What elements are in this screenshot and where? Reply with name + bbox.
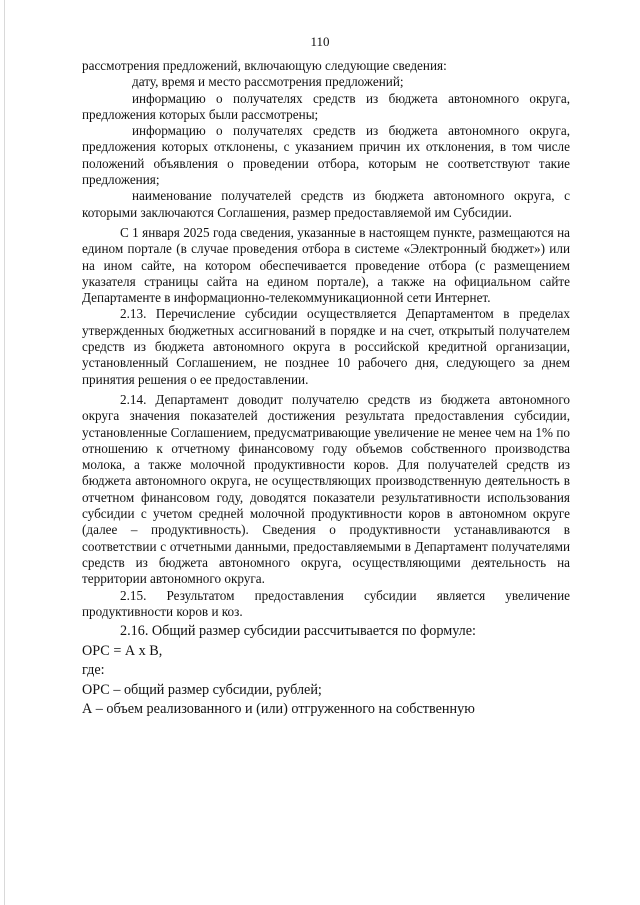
document-body [82, 58, 570, 720]
formula-section [82, 622, 570, 720]
paragraph: С 1 января 2025 года сведения, указанные в настоящем пункте, размещаются на едином портале (в случае проведения отбора в системе «Электронный бюджет») или на ином сайте, на котором обеспечивается проведение отбора (с размещением указателя страницы сайта на едином портале), а также на официальном сайте Департаменте в информационно-телекоммуникационной сети Интернет. [82, 224, 570, 306]
paragraph: дату, время и место рассмотрения предложений; [132, 74, 404, 90]
paragraph: 2.13. Перечисление субсидии осуществляется Департаментом в пределах утвержденных бюджетных ассигнований в порядке и на счет, открытый получателем средств из бюджета автономного округа в российской кредитной организации, установленный Соглашением, не позднее 10 рабочего дня, следующего за днем принятия решения о ее предоставлении. [82, 306, 570, 387]
scan-edge-line [4, 0, 5, 905]
formula-term-ors: ОРС – общий размер субсидии, рублей; [82, 681, 322, 698]
formula-term-a: А – объем реализованного и (или) отгруженного на собственную [82, 701, 475, 718]
page-number: 110 [310, 34, 330, 49]
formula: ОРС = А х В, [82, 642, 163, 659]
paragraph: рассмотрения предложений, включающую следующие сведения: [82, 58, 447, 73]
paragraph: наименование получателей средств из бюджета автономного округа, с которыми заключаются Соглашения, размер предоставляемой им Субсидии. [82, 188, 570, 220]
formula-intro: 2.16. Общий размер субсидии рассчитывается по формуле: [120, 623, 477, 640]
paragraph: информацию о получателях средств из бюджета автономного округа, предложения которых отклонены, с указанием причин их отклонения, в том числе положений объявления о проведении отбора, которым не соответствуют такие предложения; [82, 123, 570, 188]
formula-where: где: [82, 662, 105, 679]
paragraph: 2.15. Результатом предоставления субсидии является увеличение продуктивности коров и коз. [82, 587, 570, 619]
paragraph: информацию о получателях средств из бюджета автономного округа, предложения которых были рассмотрены; [82, 90, 570, 122]
paragraph: 2.14. Департамент доводит получателю средств из бюджета автономного округа значения показателей достижения результата предоставления субсидии, установленные Соглашением, предусматривающие увеличение не менее чем на 1% по отношению к отчетному финансовому году объемов собственного производства молока, а также молочной продуктивности коров. Для получателей средств из бюджета автономного округа, не осуществляющих производственную деятельность в отчетном финансовом году, доводятся показатели результативности использования субсидии с учетом средней молочной продуктивности коров в автономном округе (далее – продуктивность). Сведения о продуктивности устанавливаются в соответствии с отчетными данными, предоставляемыми в Департамент получателями средств из бюджета автономного округа, осуществляющими деятельность на территории автономного округа. [82, 391, 570, 587]
